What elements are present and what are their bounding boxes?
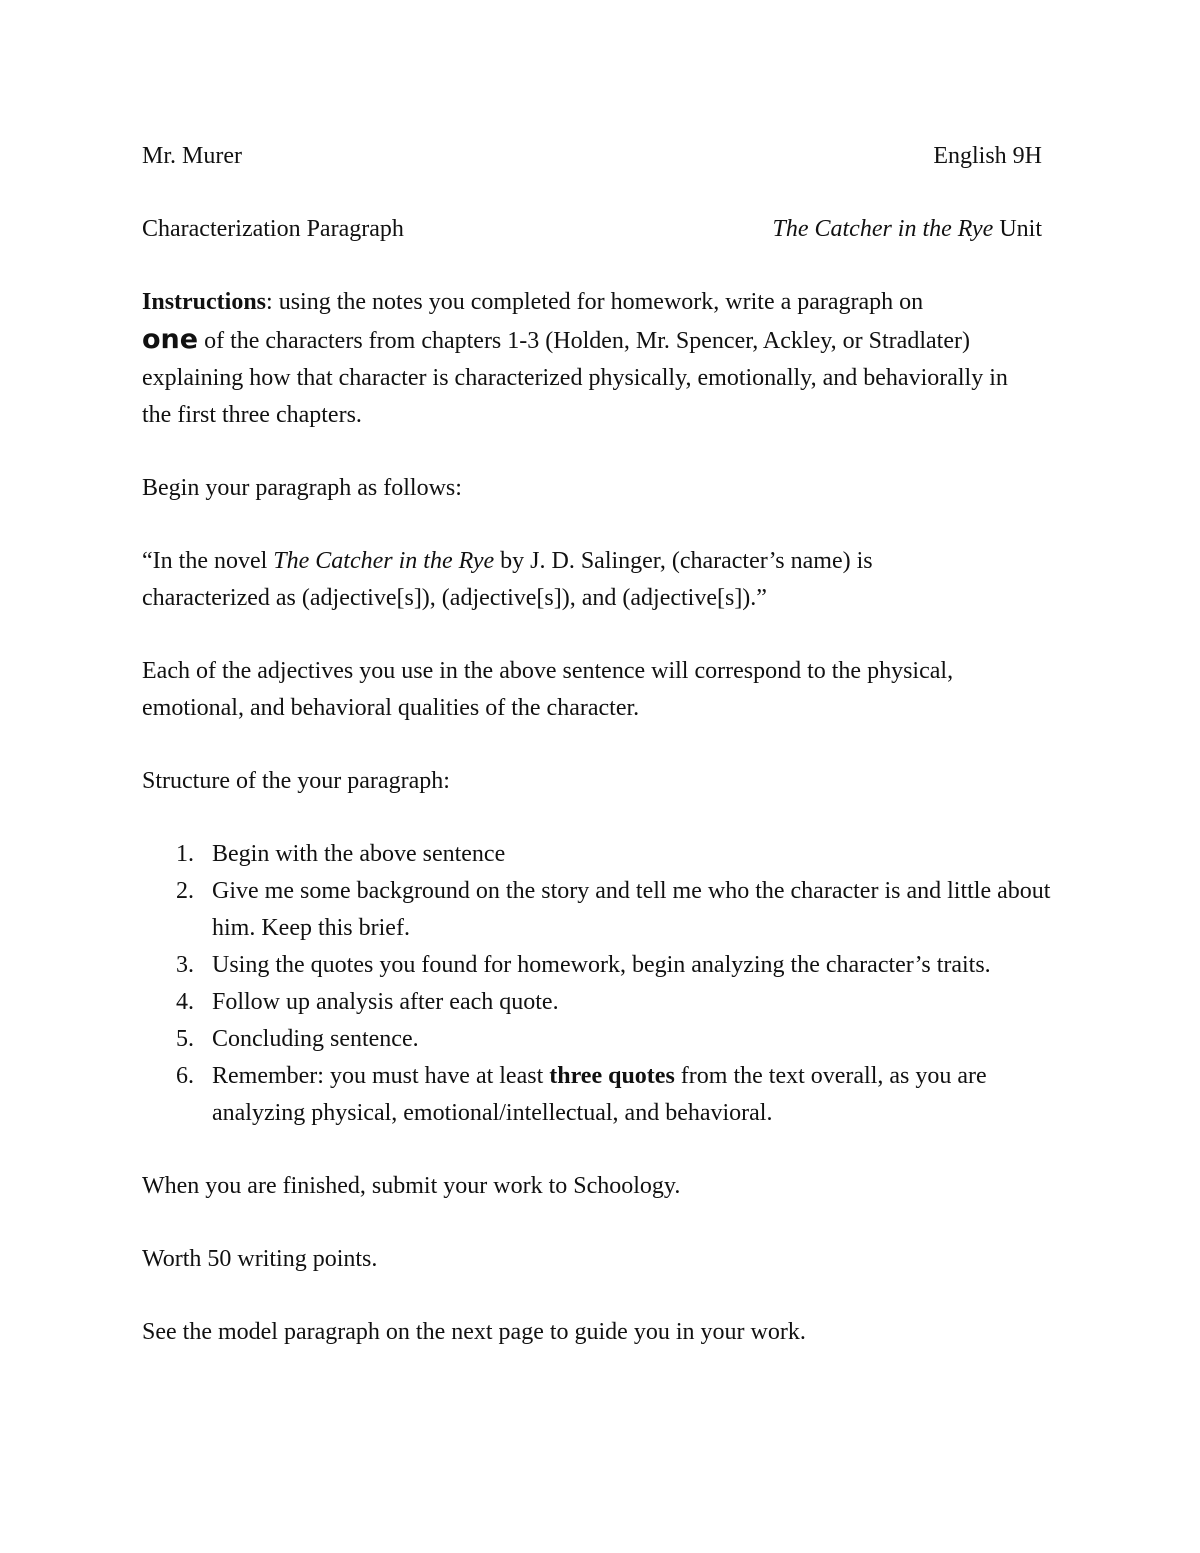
model-opening-sentence — [142, 543, 1002, 617]
instructions-text-2: of the characters from chapters 1-3 (Holden, Mr. Spencer, Ackley, or Stradlater) explaining how that character is characterized physically, emotionally, and behaviorally in the first three chapters. — [142, 328, 1008, 428]
step-text-pre: Remember: you must have at least — [212, 1063, 550, 1089]
step-text-post: from the text overall, as you are analyzing physical, emotional/intellectual, and behavioral. — [212, 1063, 987, 1126]
instructions-emphasis: one — [142, 324, 199, 355]
document-page — [142, 138, 1062, 1351]
quote-pre: “In the novel — [142, 548, 274, 574]
assignment-title: Characterization Paragraph — [142, 216, 404, 242]
step-number: 2. — [176, 878, 194, 904]
list-item — [142, 947, 1062, 984]
header-row-1 — [142, 138, 1042, 175]
unit-suffix: Unit — [993, 216, 1042, 242]
header-row-2 — [142, 211, 1042, 248]
model-paragraph-note: See the model paragraph on the next page to guide you in your work. — [142, 1319, 806, 1345]
quote-post: by J. D. Salinger, (character’s name) is characterized as (adjective[s]), (adjective[s]), and (adjective[s]).” — [142, 548, 873, 611]
step-text: Follow up analysis after each quote. — [212, 989, 559, 1015]
structure-steps-list — [142, 836, 1062, 1132]
list-item — [142, 984, 1062, 1021]
step-text — [212, 1058, 1062, 1132]
instructions-text-1: : using the notes you completed for homework, write a paragraph on — [266, 289, 924, 315]
list-item — [142, 1021, 1062, 1058]
teacher-name: Mr. Murer — [142, 143, 242, 169]
begin-intro: Begin your paragraph as follows: — [142, 475, 462, 501]
step-number: 5. — [176, 1026, 194, 1052]
step-text: Begin with the above sentence — [212, 841, 506, 867]
list-item — [142, 836, 1062, 873]
list-item — [142, 1058, 1062, 1132]
step-number: 4. — [176, 989, 194, 1015]
step-text-bold: three quotes — [549, 1063, 675, 1089]
instructions-label: Instructions — [142, 289, 267, 315]
step-text: Give me some background on the story and tell me who the character is and little about him. Keep this brief. — [212, 878, 1051, 941]
step-text: Concluding sentence. — [212, 1026, 419, 1052]
structure-intro: Structure of the your paragraph: — [142, 768, 450, 794]
step-number: 3. — [176, 952, 194, 978]
finish-note: When you are finished, submit your work to Schoology. — [142, 1173, 681, 1199]
quote-book-title: The Catcher in the Rye — [273, 548, 495, 574]
unit-book-title: The Catcher in the Rye — [772, 216, 994, 242]
list-item — [142, 873, 1062, 947]
instructions-paragraph — [142, 284, 1042, 434]
step-number: 1. — [176, 841, 194, 867]
points-note: Worth 50 writing points. — [142, 1246, 378, 1272]
step-number: 6. — [176, 1063, 194, 1089]
step-text: Using the quotes you found for homework, begin analyzing the character’s traits. — [212, 952, 991, 978]
adjectives-note: Each of the adjectives you use in the above sentence will correspond to the physical, emotional, and behavioral qualities of the character. — [142, 658, 954, 721]
unit-label — [772, 211, 1042, 248]
course-name: English 9H — [933, 143, 1042, 169]
